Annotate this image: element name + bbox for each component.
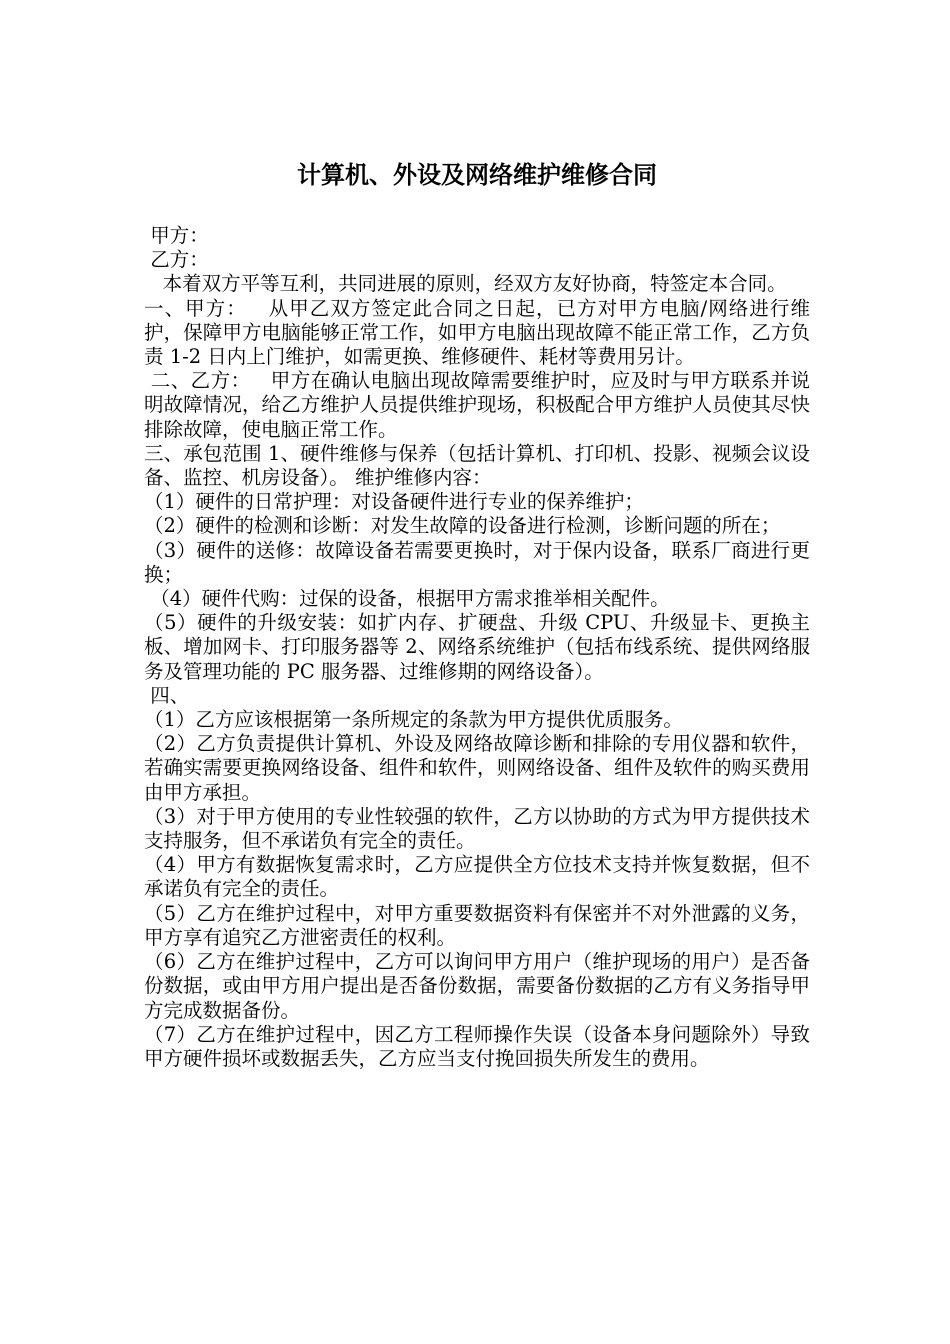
clause-4-item-4: （4）甲方有数据恢复需求时，乙方应提供全方位技术支持并恢复数据，但不承诺负有完全的责任。 — [144, 853, 810, 901]
clause-4-item-7: （7）乙方在维护过程中，因乙方工程师操作失误（设备本身问题除外）导致甲方硬件损坏或数据丢失，乙方应当支付挽回损失所发生的费用。 — [144, 1022, 810, 1070]
clause-4-item-1: （1）乙方应该根据第一条所规定的条款为甲方提供优质服务。 — [144, 708, 683, 732]
clause-4-item-6: （6）乙方在维护过程中，乙方可以询问甲方用户（维护现场的用户）是否备份数据，或由甲方用户提出是否备份数据，需要备份数据的乙方有义务指导甲方完成数据备份。 — [144, 950, 810, 1022]
document-body — [144, 224, 810, 1071]
clause-3-item-3: （3）硬件的送修：故障设备若需要更换时，对于保内设备，联系厂商进行更换； — [144, 538, 810, 586]
clause-4-item-5: （5）乙方在维护过程中，对甲方重要数据资料有保密并不对外泄露的义务，甲方享有追究乙方泄密责任的权利。 — [144, 901, 810, 949]
clause-4-item-3: （3）对于甲方使用的专业性较强的软件，乙方以协助的方式为甲方提供技术支持服务，但不承诺负有完全的责任。 — [144, 804, 810, 853]
party-a-line: 甲方： — [144, 224, 209, 247]
clause-2-paragraph: 二、乙方： 甲方在确认电脑出现故障需要维护时，应及时与甲方联系并说明故障情况，给乙方维护人员提供维护现场，积极配合甲方维护人员使其尽快排除故障，使电脑正常工作。 — [144, 369, 810, 441]
document-page — [144, 0, 810, 1344]
preamble-paragraph: 本着双方平等互利，共同进展的原则，经双方友好协商，特签定本合同。 — [144, 272, 787, 296]
clause-3-item-1: （1）硬件的日常护理：对设备硬件进行专业的保养维护； — [144, 490, 644, 514]
document-title: 计算机、外设及网络维护维修合同 — [297, 161, 657, 189]
clause-3-paragraph: 三、承包范围 1、硬件维修与保养（包括计算机、打印机、投影、视频会议设备、监控、机房设备）。 维护维修内容： — [144, 441, 810, 490]
party-b-line: 乙方： — [144, 248, 209, 272]
clause-3-item-5: （5）硬件的升级安装：如扩内存、扩硬盘、升级 CPU、升级显卡、更换主板、增加网卡、打印服务器等 2、网络系统维护（包括布线系统、提供网络服务及管理功能的 PC 服务器、过维修期的网络设备）。 — [144, 611, 810, 683]
clause-1-paragraph: 一、甲方： 从甲乙双方签定此合同之日起，已方对甲方电脑/网络进行维护，保障甲方电脑能够正常工作，如甲方电脑出现故障不能正常工作，乙方负责 1-2 日内上门维护，如需更换、维修硬件、耗材等费用另计。 — [144, 296, 810, 369]
clause-4-heading: 四、 — [144, 683, 190, 707]
clause-4-item-2: （2）乙方负责提供计算机、外设及网络故障诊断和排除的专用仪器和软件，若确实需要更换网络设备、组件和软件，则网络设备、组件及软件的购买费用由甲方承担。 — [144, 732, 810, 804]
clause-3-item-2: （2）硬件的检测和诊断：对发生故障的设备进行检测，诊断问题的所在； — [144, 514, 781, 538]
clause-3-item-4: （4）硬件代购：过保的设备，根据甲方需求推举相关配件。 — [144, 587, 670, 611]
